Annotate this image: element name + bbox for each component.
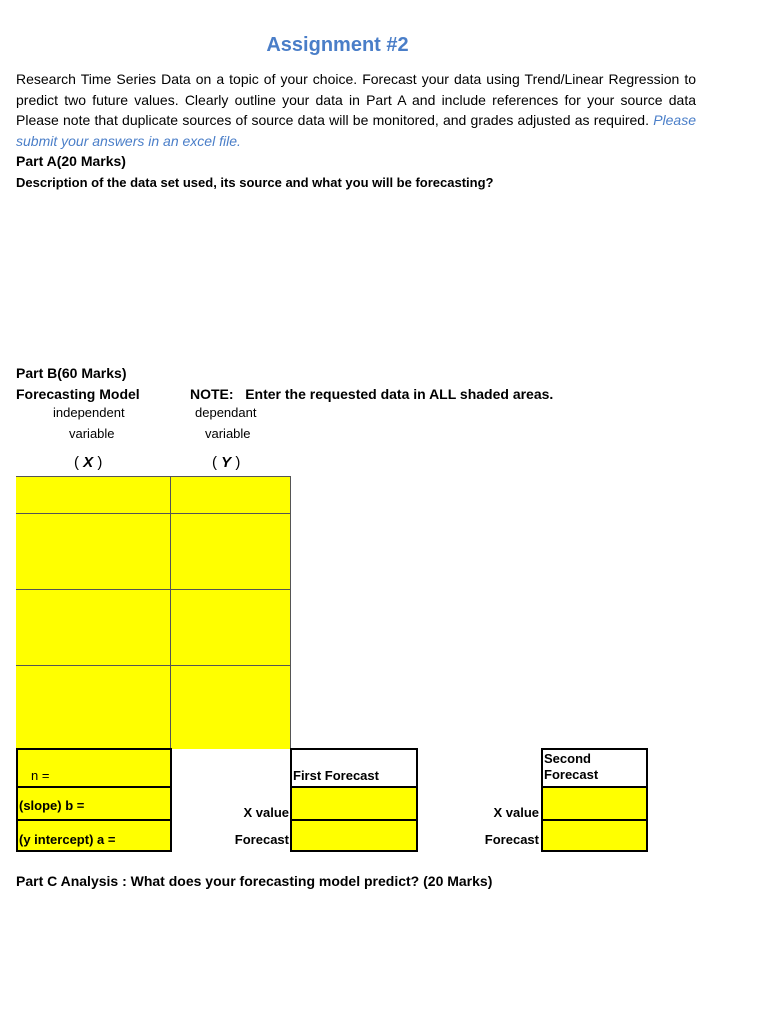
second-forecast-label-line1: Second	[544, 751, 591, 766]
slope-label: (slope) b =	[19, 798, 85, 813]
second-forecast-x-value-field[interactable]	[541, 786, 648, 821]
forecasting-model-label: Forecasting Model	[16, 386, 140, 402]
grid-line	[16, 589, 291, 590]
first-forecast-header	[290, 748, 418, 788]
first-forecast-row-label: Forecast	[234, 832, 289, 847]
first-x-value-label: X value	[243, 805, 289, 820]
shaded-areas-note: NOTE: Enter the requested data in ALL shaded areas.	[190, 386, 554, 402]
part-c-heading: Part C Analysis : What does your forecasting model predict? (20 Marks)	[16, 873, 493, 889]
y-header-line2: variable	[205, 426, 251, 441]
part-a-question: Description of the data set used, its source and what you will be forecasting?	[16, 175, 494, 190]
page-title: Assignment #2	[266, 34, 409, 56]
intro-paragraph	[16, 69, 696, 151]
second-forecast-row-label: Forecast	[484, 832, 539, 847]
x-header-line1: independent	[53, 405, 125, 420]
second-forecast-header	[541, 748, 648, 788]
intercept-field[interactable]	[16, 819, 172, 852]
grid-line	[290, 476, 291, 749]
first-forecast-x-value-field[interactable]	[290, 786, 418, 821]
second-x-value-label: X value	[493, 805, 539, 820]
part-a-heading: Part A(20 Marks)	[16, 153, 126, 169]
intercept-label: (y intercept) a =	[19, 832, 116, 847]
slope-field[interactable]	[16, 786, 172, 821]
grid-line	[170, 476, 171, 749]
second-forecast-forecast-field[interactable]	[541, 819, 648, 852]
n-label: n =	[31, 768, 50, 783]
first-forecast-forecast-field[interactable]	[290, 819, 418, 852]
grid-line	[16, 513, 291, 514]
y-header-line1: dependant	[195, 405, 257, 420]
grid-line	[16, 476, 291, 477]
part-b-heading: Part B(60 Marks)	[16, 365, 127, 381]
grid-line	[16, 665, 291, 666]
y-symbol: ( Y )	[212, 454, 241, 471]
first-forecast-label: First Forecast	[293, 768, 379, 783]
n-field[interactable]	[16, 748, 172, 788]
second-forecast-label-line2: Forecast	[544, 767, 599, 782]
x-header-line2: variable	[69, 426, 115, 441]
data-entry-grid[interactable]	[16, 476, 291, 749]
x-symbol: ( X )	[74, 454, 103, 471]
intro-text: Research Time Series Data on a topic of your choice. Forecast your data using Trend/Linear Regression to predict two future values. Clearly outline your data in Part A and include references for your source data Please note that duplicate sources of source data will be monitored, and grades adjusted as required.	[16, 71, 696, 128]
submission-note: Please submit your answers in an excel file.	[16, 112, 696, 149]
